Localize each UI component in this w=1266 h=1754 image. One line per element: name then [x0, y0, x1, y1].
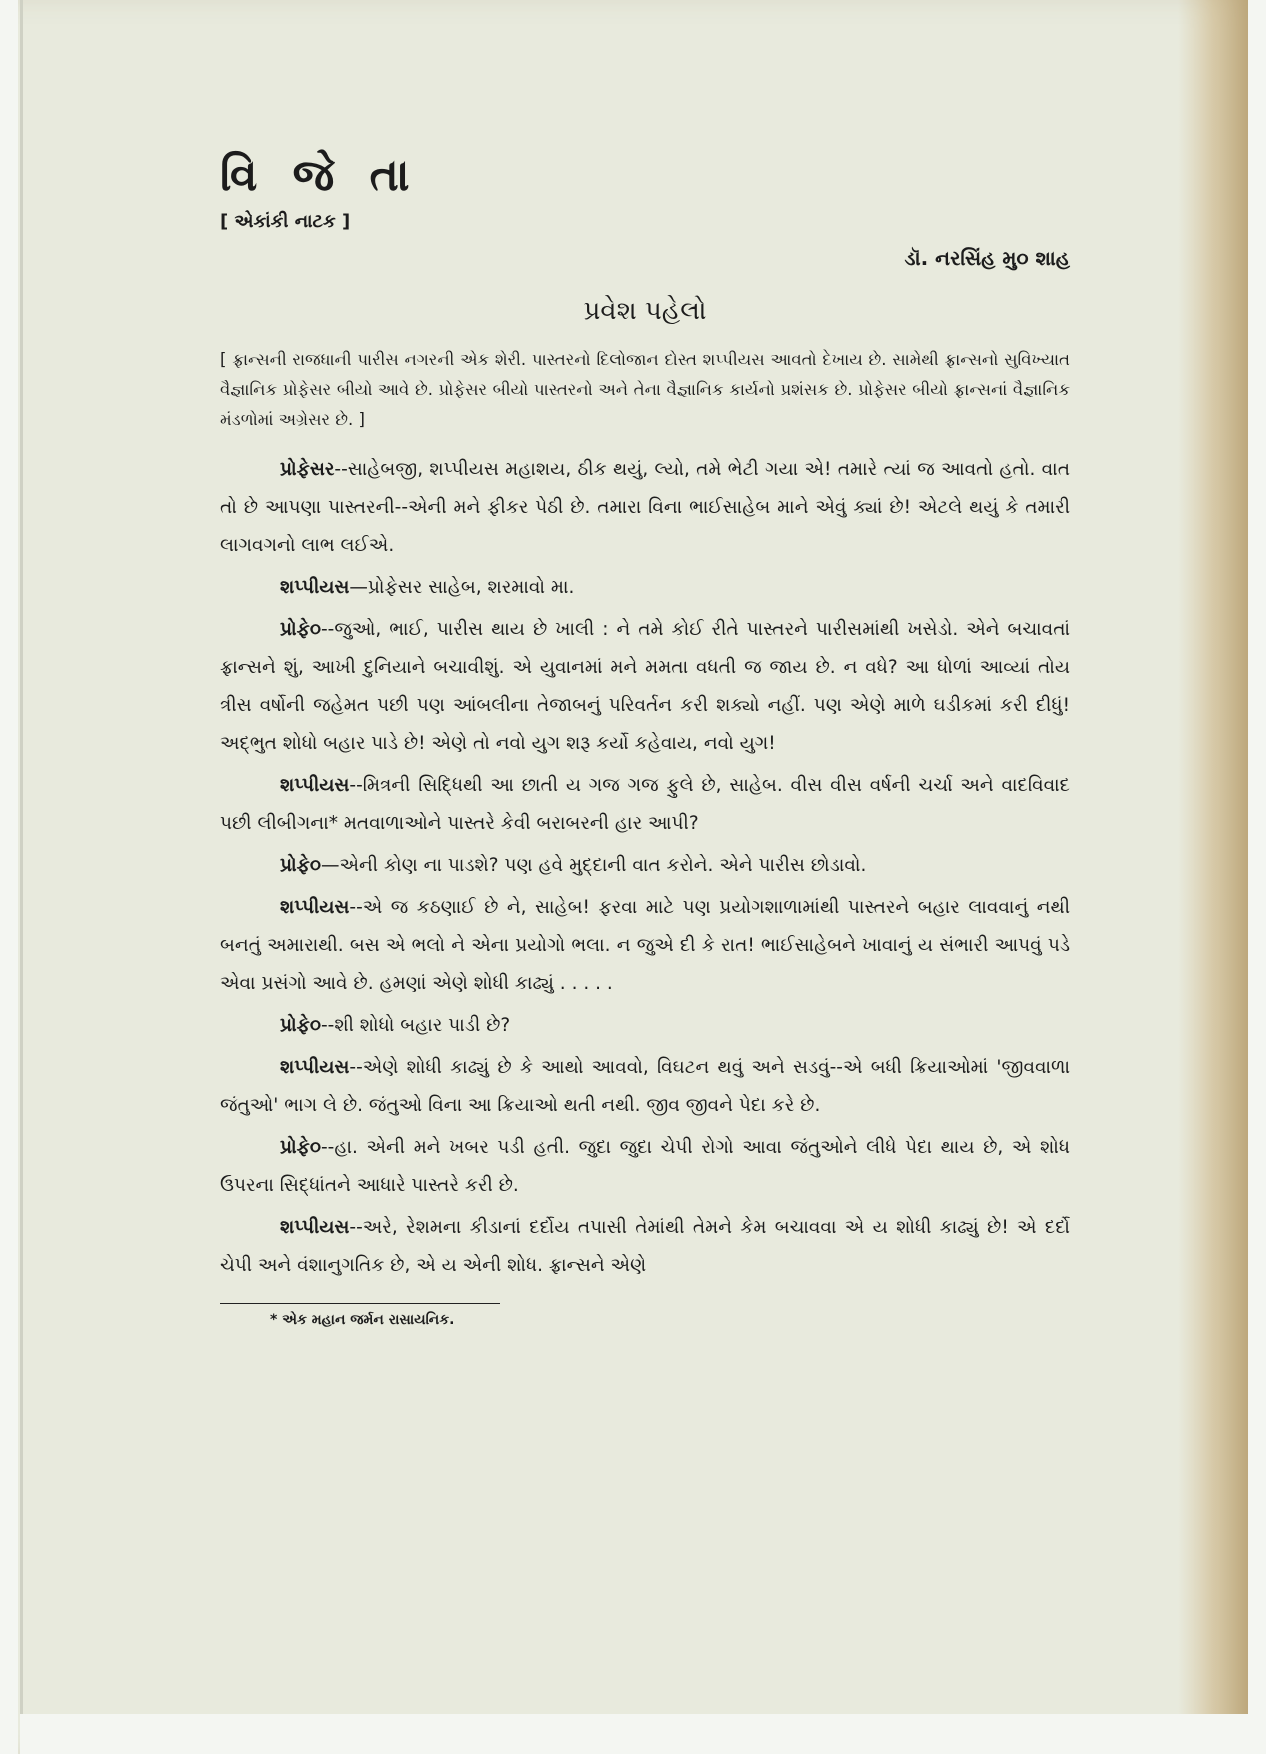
- speaker-name: પ્રોફે૦: [280, 1137, 321, 1158]
- dialogue-line: [220, 1049, 1070, 1125]
- speaker-name: શપ્પીયસ: [280, 577, 350, 598]
- page-edge: [20, 0, 23, 1754]
- footnote-divider: [220, 1303, 500, 1304]
- paper-stain: [1178, 0, 1248, 1754]
- speaker-name: શપ્પીયસ: [280, 775, 350, 796]
- dialogue-text: —એની કોણ ના પાડશે? પણ હવે મુદ્દાની વાત કરોને. એને પારીસ છોડાવો.: [320, 855, 867, 876]
- speaker-name: શપ્પીયસ: [280, 1057, 350, 1078]
- dialogue-text: --અરે, રેશમના કીડાનાં દર્દોય તપાસી તેમાંથી તેમને કેમ બચાવવા એ ય શોધી કાઢ્યું છે! એ દર્દો ચેપી અને વંશાનુગતિક છે, એ ય એની શોધ. ફ્રાન્સને એણે: [220, 1217, 1070, 1276]
- speaker-name: પ્રોફે૦: [280, 619, 321, 640]
- author-name: ડૉ. નરસિંહ મુ૦ શાહ: [904, 246, 1070, 270]
- dialogue-line: [220, 1209, 1070, 1285]
- dialogue-line: [220, 1007, 1070, 1045]
- speaker-name: પ્રોફે૦: [280, 1015, 321, 1036]
- dialogue-line: [220, 767, 1070, 843]
- page-content: [220, 150, 1070, 1328]
- dialogue-line: [220, 611, 1070, 763]
- speaker-name: પ્રોફેસર: [280, 459, 335, 480]
- dialogue-line: [220, 847, 1070, 885]
- dialogue-text: —પ્રોફેસર સાહેબ, શરમાવો મા.: [349, 577, 575, 598]
- speaker-name: પ્રોફે૦: [280, 855, 321, 876]
- dialogue-text: --મિત્રની સિદ્ધિથી આ છાતી ય ગજ ગજ ફુલે છે, સાહેબ. વીસ વીસ વર્ષની ચર્ચા અને વાદવિવાદ પછી લીબીગના* મતવાળાઓને પાસ્તરે કેવી બરાબરની હાર આપી?: [220, 775, 1070, 834]
- play-subtitle: [ એકાંકી નાટક ]: [220, 211, 351, 232]
- dialogue-line: [220, 889, 1070, 1003]
- dialogue-list: [220, 451, 1070, 1285]
- dialogue-text: --સાહેબજી, શપ્પીયસ મહાશય, ઠીક થયું, લ્યો, તમે ભેટી ગયા એ! તમારે ત્યાં જ આવતો હતો. વાત તો છે આપણા પાસ્તરની--એની મને ફીકર પેઠી છે. તમારા વિના ભાઈસાહેબ માને એવું ક્યાં છે! એટલે થયું કે તમારી લાગવગનો લાભ લઈએ.: [220, 459, 1070, 556]
- dialogue-line: [220, 569, 1070, 607]
- dialogue-text: --એ જ કઠણાઈ છે ને, સાહેબ! ફરવા માટે પણ પ્રયોગશાળામાંથી પાસ્તરને બહાર લાવવાનું નથી બનતું અમારાથી. બસ એ ભલો ને એના પ્રયોગો ભલા. ન જુએ દી કે રાત! ભાઈસાહેબને ખાવાનું ય સંભારી આપવું પડે એવા પ્રસંગો આવે છે. હમણાં એણે શોધી કાઢ્યું . . . . .: [220, 897, 1070, 994]
- dialogue-text: --હા. એની મને ખબર પડી હતી. જુદા જુદા ચેપી રોગો આવા જંતુઓને લીધે પેદા થાય છે, એ શોધ ઉપરના સિદ્ધાંતને આધારે પાસ્તરે કરી છે.: [220, 1137, 1070, 1196]
- dialogue-line: [220, 1129, 1070, 1205]
- page-bottom-margin: [20, 1714, 1248, 1754]
- dialogue-text: --એણે શોધી કાઢ્યું છે કે આથો આવવો, વિઘટન થવું અને સડવું--એ બધી ક્રિયાઓમાં 'જીવવાળા જંતુઓ' ભાગ લે છે. જંતુઓ વિના આ ક્રિયાઓ થતી નથી. જીવ જીવને પેદા કરે છે.: [220, 1057, 1070, 1116]
- play-title: વિ જે તા: [220, 150, 420, 201]
- speaker-name: શપ્પીયસ: [280, 897, 350, 918]
- scene-heading: પ્રવેશ પહેલો: [583, 296, 707, 326]
- dialogue-line: [220, 451, 1070, 565]
- stage-direction: [ ફ્રાન્સની રાજધાની પારીસ નગરની એક શેરી. પાસ્તરનો દિલોજાન દોસ્ત શપ્પીયસ આવતો દેખાય છે. સામેથી ફ્રાન્સનો સુવિખ્યાત વૈજ્ઞાનિક પ્રોફેસર બીયો આવે છે. પ્રોફેસર બીયો પાસ્તરનો અને તેના વૈજ્ઞાનિક કાર્યનો પ્રશંસક છે. પ્રોફેસર બીયો ફ્રાન્સનાં વૈજ્ઞાનિક મંડળોમાં અગ્રેસર છે. ]: [220, 350, 1070, 429]
- dialogue-text: --શી શોધો બહાર પાડી છે?: [320, 1015, 511, 1036]
- dialogue-text: --જુઓ, ભાઈ, પારીસ થાય છે ખાલી : ને તમે કોઈ રીતે પાસ્તરને પારીસમાંથી ખસેડો. એને બચાવતાં ફ્રાન્સને શું, આખી દુનિયાને બચાવીશું. એ યુવાનમાં મને મમતા વધતી જ જાય છે. ન વધે? આ ધોળાં આવ્યાં તોય ત્રીસ વર્ષોની જહેમત પછી પણ આંબલીના તેજાબનું પરિવર્તન કરી શક્યો નહીં. પણ એણે માળે ઘડીકમાં કરી દીધું! અદ્‌ભુત શોધો બહાર પાડે છે! એણે તો નવો યુગ શરૂ કર્યો કહેવાય, નવો યુગ!: [220, 619, 1070, 754]
- speaker-name: શપ્પીયસ: [280, 1217, 350, 1238]
- footnote: * એક મહાન જર્મન રાસાયનિક.: [270, 1312, 455, 1328]
